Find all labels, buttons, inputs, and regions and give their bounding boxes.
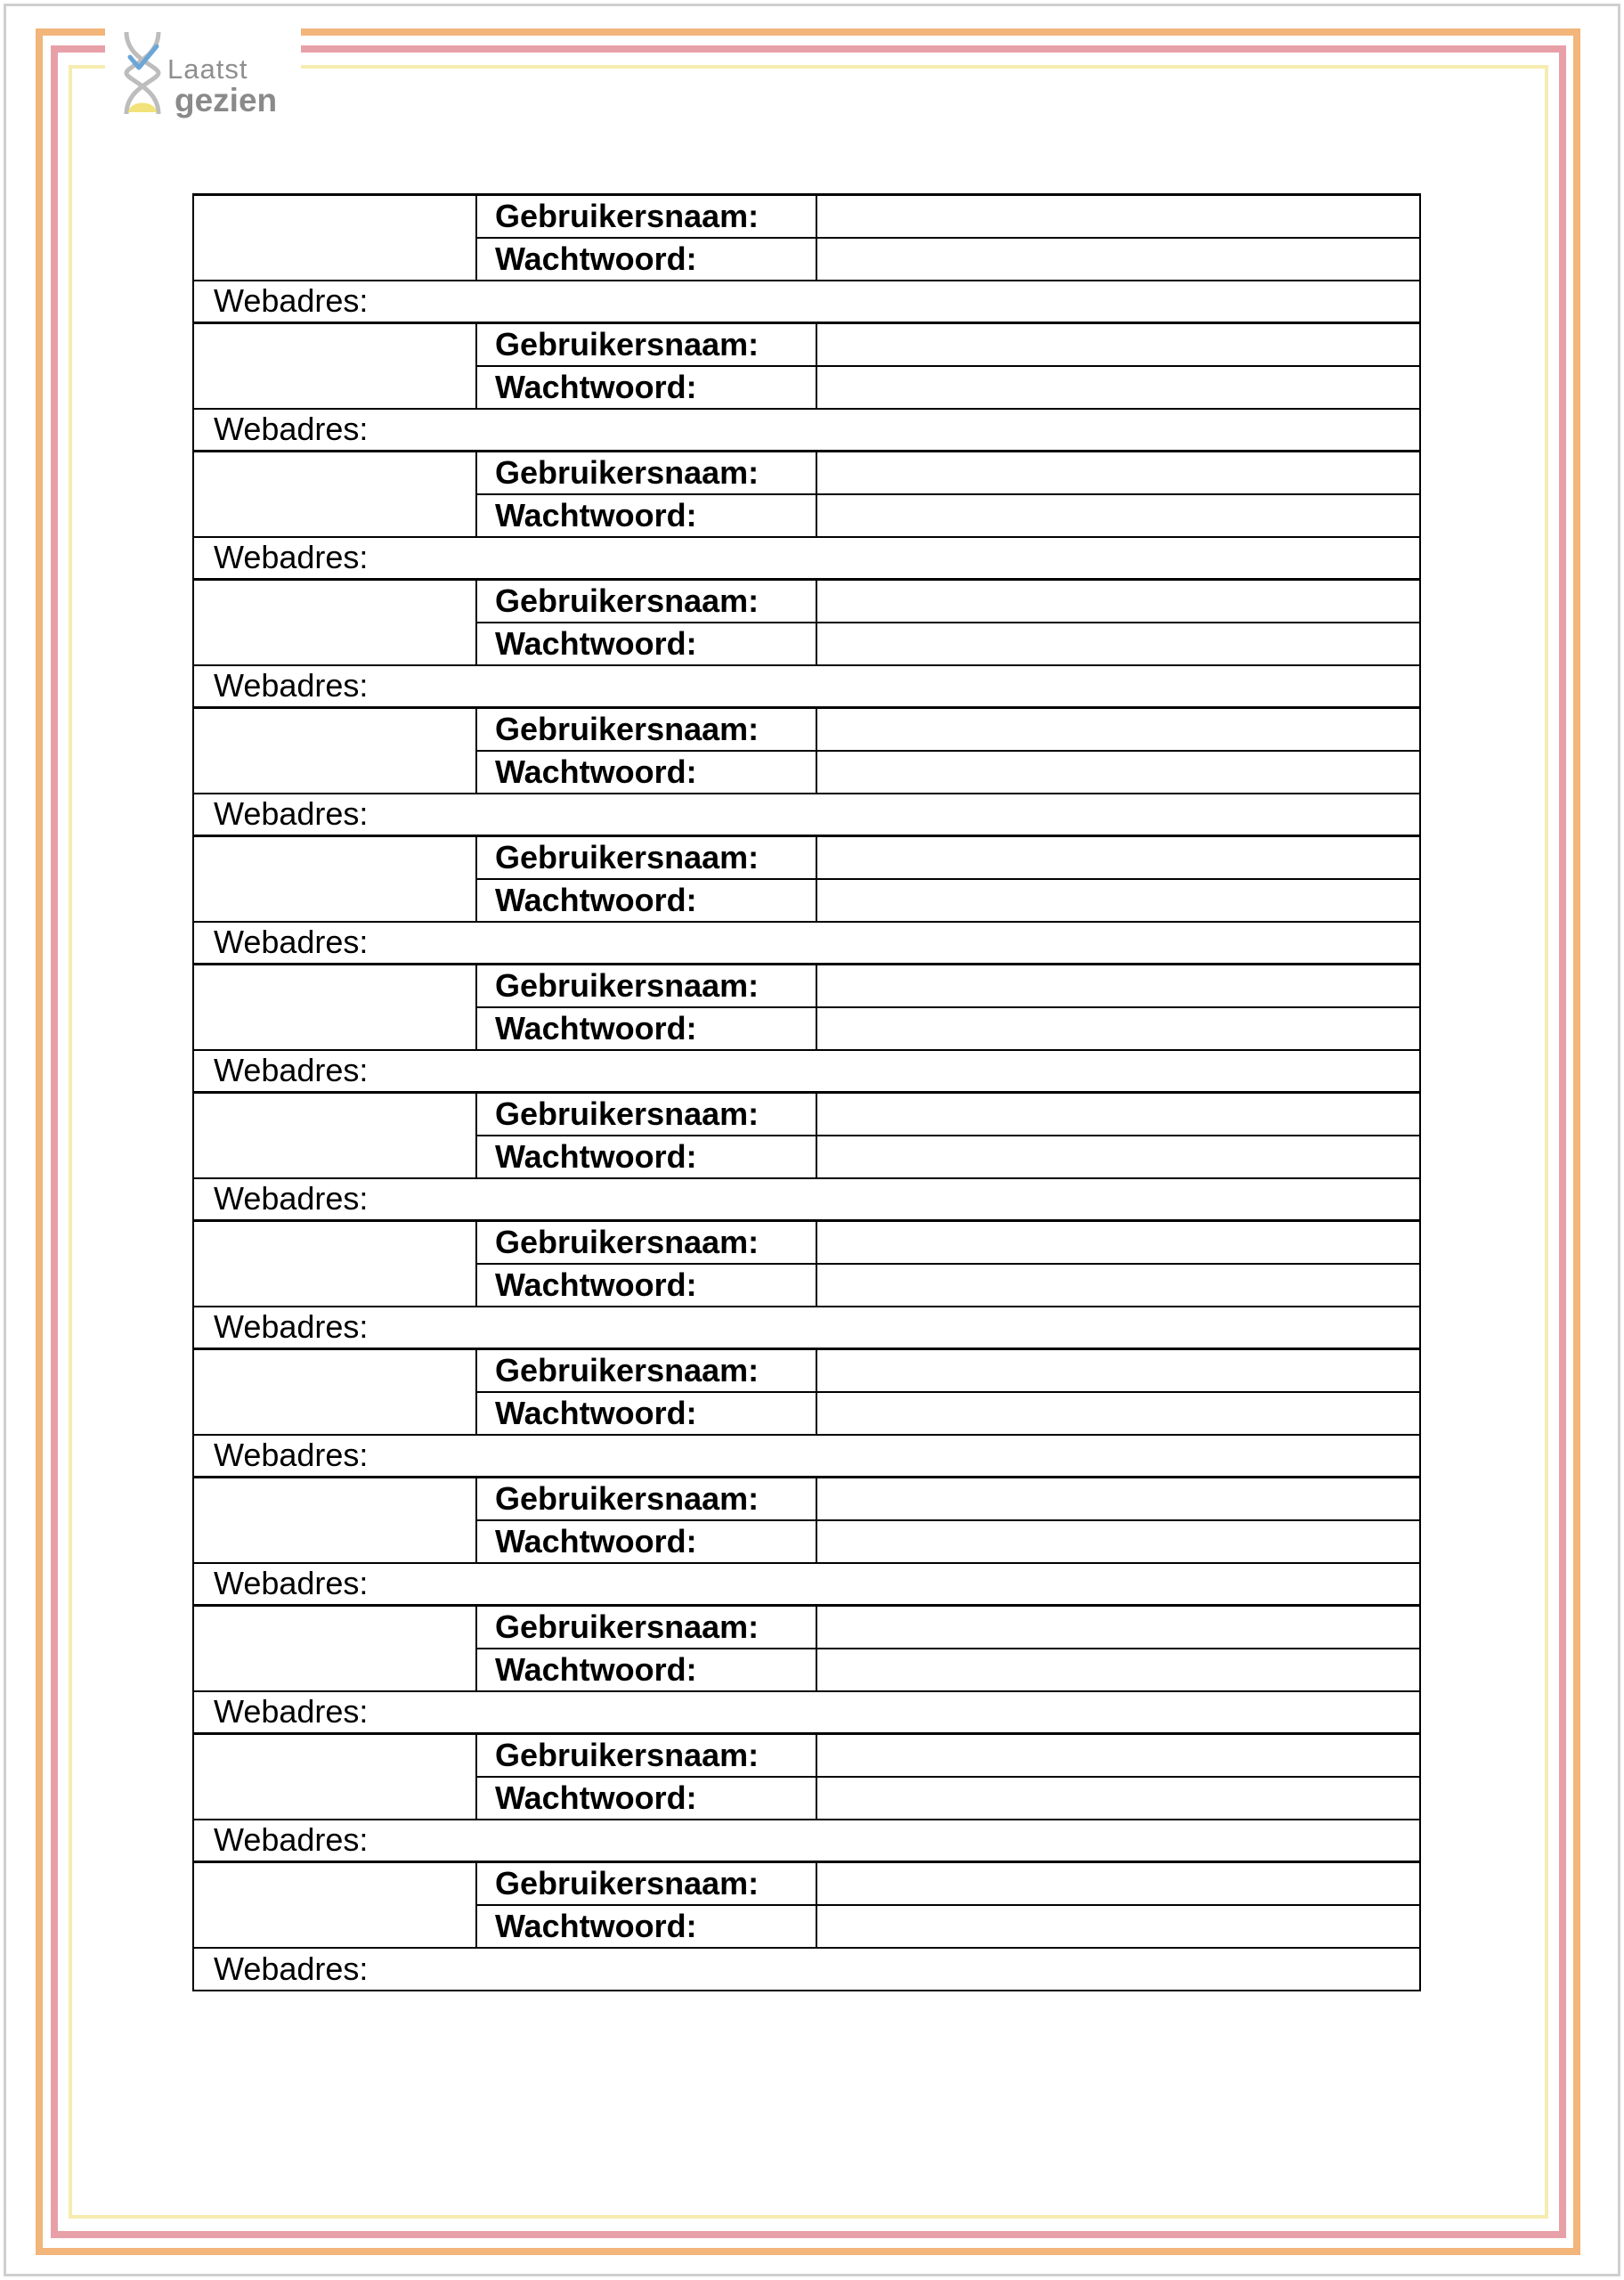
username-field[interactable]	[816, 452, 1420, 494]
entry-username-row	[193, 195, 1420, 238]
webaddress-field[interactable]: Webadres:	[193, 665, 1420, 708]
entry-username-row	[193, 708, 1420, 751]
username-label: Gebruikersnaam:	[476, 1862, 816, 1905]
entry-name-cell[interactable]	[193, 1734, 476, 1820]
entry-name-cell[interactable]	[193, 836, 476, 922]
entry-webaddress-row	[193, 1178, 1420, 1221]
entry-name-cell[interactable]	[193, 1478, 476, 1563]
password-table-body	[193, 195, 1420, 1991]
password-label: Wachtwoord:	[476, 1649, 816, 1691]
password-label: Wachtwoord:	[476, 1136, 816, 1178]
entry-name-cell[interactable]	[193, 1606, 476, 1691]
username-field[interactable]	[816, 1606, 1420, 1649]
username-field[interactable]	[816, 195, 1420, 238]
entry-name-cell[interactable]	[193, 195, 476, 281]
password-label: Wachtwoord:	[476, 1905, 816, 1948]
password-field[interactable]	[816, 751, 1420, 794]
username-label: Gebruikersnaam:	[476, 580, 816, 623]
entry-username-row	[193, 1349, 1420, 1392]
password-label: Wachtwoord:	[476, 1264, 816, 1307]
entry-username-row	[193, 323, 1420, 366]
password-field[interactable]	[816, 366, 1420, 409]
username-field[interactable]	[816, 1349, 1420, 1392]
password-label: Wachtwoord:	[476, 623, 816, 665]
entry-name-cell[interactable]	[193, 1093, 476, 1178]
username-label: Gebruikersnaam:	[476, 323, 816, 366]
username-label: Gebruikersnaam:	[476, 708, 816, 751]
password-label: Wachtwoord:	[476, 1392, 816, 1435]
entry-webaddress-row	[193, 1820, 1420, 1862]
webaddress-field[interactable]: Webadres:	[193, 1307, 1420, 1349]
password-field[interactable]	[816, 623, 1420, 665]
entry-name-cell[interactable]	[193, 708, 476, 794]
password-field[interactable]	[816, 1264, 1420, 1307]
password-label: Wachtwoord:	[476, 751, 816, 794]
username-label: Gebruikersnaam:	[476, 965, 816, 1007]
username-field[interactable]	[816, 1093, 1420, 1136]
password-field[interactable]	[816, 1136, 1420, 1178]
username-field[interactable]	[816, 323, 1420, 366]
webaddress-field[interactable]: Webadres:	[193, 1691, 1420, 1734]
entry-username-row	[193, 1862, 1420, 1905]
entry-webaddress-row	[193, 1691, 1420, 1734]
password-label: Wachtwoord:	[476, 1007, 816, 1050]
username-field[interactable]	[816, 1734, 1420, 1777]
username-label: Gebruikersnaam:	[476, 1221, 816, 1264]
password-field[interactable]	[816, 1392, 1420, 1435]
laatst-gezien-logo	[105, 23, 301, 125]
hourglass-icon	[118, 27, 171, 119]
entry-username-row	[193, 965, 1420, 1007]
password-label: Wachtwoord:	[476, 879, 816, 922]
username-label: Gebruikersnaam:	[476, 1734, 816, 1777]
username-label: Gebruikersnaam:	[476, 1349, 816, 1392]
password-label: Wachtwoord:	[476, 1520, 816, 1563]
entry-webaddress-row	[193, 1563, 1420, 1606]
password-label: Wachtwoord:	[476, 366, 816, 409]
logo-text-gezien: gezien	[175, 82, 278, 118]
entry-webaddress-row	[193, 409, 1420, 452]
password-label: Wachtwoord:	[476, 1777, 816, 1820]
entry-username-row	[193, 1093, 1420, 1136]
entry-username-row	[193, 580, 1420, 623]
webaddress-field[interactable]: Webadres:	[193, 281, 1420, 323]
entry-username-row	[193, 1606, 1420, 1649]
username-field[interactable]	[816, 708, 1420, 751]
username-label: Gebruikersnaam:	[476, 1478, 816, 1520]
entry-name-cell[interactable]	[193, 452, 476, 537]
entry-username-row	[193, 1221, 1420, 1264]
webaddress-field[interactable]: Webadres:	[193, 1178, 1420, 1221]
entry-name-cell[interactable]	[193, 1862, 476, 1948]
username-field[interactable]	[816, 1862, 1420, 1905]
entry-name-cell[interactable]	[193, 1221, 476, 1307]
password-field[interactable]	[816, 1905, 1420, 1948]
entry-username-row	[193, 452, 1420, 494]
password-field[interactable]	[816, 879, 1420, 922]
password-field[interactable]	[816, 1777, 1420, 1820]
entry-webaddress-row	[193, 281, 1420, 323]
webaddress-field[interactable]: Webadres:	[193, 1948, 1420, 1991]
webaddress-field[interactable]: Webadres:	[193, 1820, 1420, 1862]
password-table	[192, 193, 1421, 1991]
entry-username-row	[193, 1478, 1420, 1520]
username-field[interactable]	[816, 1478, 1420, 1520]
entry-webaddress-row	[193, 537, 1420, 580]
webaddress-field[interactable]: Webadres:	[193, 1435, 1420, 1478]
entry-username-row	[193, 1734, 1420, 1777]
webaddress-field[interactable]: Webadres:	[193, 794, 1420, 836]
webaddress-field[interactable]: Webadres:	[193, 1563, 1420, 1606]
password-field[interactable]	[816, 238, 1420, 281]
entry-webaddress-row	[193, 1435, 1420, 1478]
password-field[interactable]	[816, 1520, 1420, 1563]
entry-webaddress-row	[193, 665, 1420, 708]
entry-username-row	[193, 836, 1420, 879]
entry-webaddress-row	[193, 794, 1420, 836]
password-field[interactable]	[816, 494, 1420, 537]
password-field[interactable]	[816, 1007, 1420, 1050]
entry-webaddress-row	[193, 1050, 1420, 1093]
webaddress-field[interactable]: Webadres:	[193, 922, 1420, 965]
username-field[interactable]	[816, 1221, 1420, 1264]
username-label: Gebruikersnaam:	[476, 836, 816, 879]
username-field[interactable]	[816, 580, 1420, 623]
username-label: Gebruikersnaam:	[476, 1606, 816, 1649]
webaddress-field[interactable]: Webadres:	[193, 1050, 1420, 1093]
webaddress-field[interactable]: Webadres:	[193, 409, 1420, 452]
username-label: Gebruikersnaam:	[476, 195, 816, 238]
webaddress-field[interactable]: Webadres:	[193, 537, 1420, 580]
password-label: Wachtwoord:	[476, 494, 816, 537]
entry-name-cell[interactable]	[193, 580, 476, 665]
password-label: Wachtwoord:	[476, 238, 816, 281]
password-field[interactable]	[816, 1649, 1420, 1691]
entry-name-cell[interactable]	[193, 965, 476, 1050]
username-field[interactable]	[816, 836, 1420, 879]
username-label: Gebruikersnaam:	[476, 452, 816, 494]
entry-webaddress-row	[193, 1948, 1420, 1991]
entry-name-cell[interactable]	[193, 323, 476, 409]
entry-name-cell[interactable]	[193, 1349, 476, 1435]
entry-webaddress-row	[193, 1307, 1420, 1349]
entry-webaddress-row	[193, 922, 1420, 965]
username-field[interactable]	[816, 965, 1420, 1007]
logo-text-laatst: Laatst	[167, 53, 248, 85]
username-label: Gebruikersnaam:	[476, 1093, 816, 1136]
